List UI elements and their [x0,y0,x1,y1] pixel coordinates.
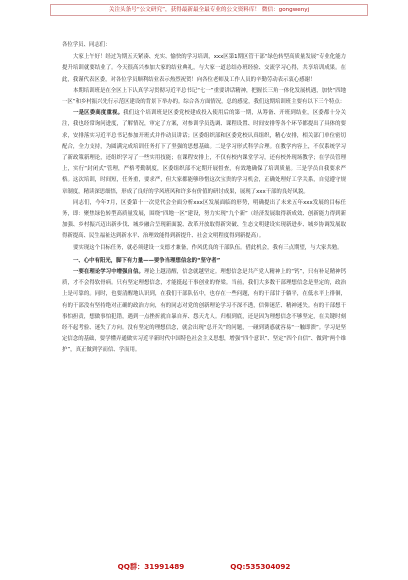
paragraph-goals [62,198,346,243]
paragraph-expectations [62,243,346,254]
paragraph-text: 同志们，今年7月，区委第十一次党代会全面分析xxx区发展面临的形势，明确提出了未来五年xxx发展的目标任务，即：聚焦绿色转型高质量发展，围绕“四地一区”建设，努力实现“九个新”（经济发展取得新成效、创新能力得到新加强、乡村振兴迈出新步伐、城乡融合呈现新面貌、改革开放取得新突破、生态文明建设实现新进步、城乡协调发展取得新提高、民生福祉达到新水平、治理效能得到新提升、社会文明程度得到新提高）。 [62,199,346,240]
paragraph-text: 本期培训班是在全区上下认真学习贯彻习近平总书记“七一”重要讲话精神，把握长三角一体化发展机遇，加快“四地一区”和乡村振兴先行示范区建设的背景下举办的。综合各方面情况，总的感觉，我们这期培训班主要有以下三个特点： [62,87,346,106]
paragraph-features [62,108,346,198]
qq-group-text: QQ群：31991489 [117,562,185,571]
paragraph-section-1 [62,267,346,357]
paragraph-text: 大家上午好！经过为期五天紧凑、充实、愉快的学习培训，xxx区第1期区管干部“绿色转型高质量发展”专业化能力提升培训就要结业了。今天很高兴参加大家的结业典礼，与大家一道总结办班经验、交流学习心得，共享培训成果。在此，我谨代表区委，对各位学员顺利结业表示热烈祝贺！向各位老师及工作人员的辛勤劳动表示衷心感谢！ [62,54,346,83]
paragraph-text: 要实现这个目标任务，就必须建设一支德才兼备，作风优良的干部队伍。借此机会，我有三点期望，与大家共勉。 [73,244,343,251]
footer-contact [0,562,408,572]
header-banner: 关注头条号“公文研究”，获得最新最全最专业的公文资料库！ 微信：gongwenyj [50,4,368,16]
section-title: 一、心中有阳光，脚下有力量——要争当理想信念的“坚守者” [73,257,221,264]
greeting: 各位学员、同志们： [62,42,111,48]
paragraph-lead: 一是区委高度重视。 [73,110,124,117]
paragraph-text: 我们这个培训班是区委党校建成投入使用后的第一期，从筹备、开班到结业，区委都十分关注，我也经常询问进度，了解情况，审定了方案，对参训学员选调、课程设置、时间安排等各个环节都提出了具体的要求，安排落实习近平总书记参加开班式并作动员讲话；区委组织部和区委党校认真组织，精心安排，相关部门单位密切配合，全力支持，为圆满完成培训任务打下了坚强的思想基础。二是学习形式科学合理。在教学内容上，不仅系统学习了新政策新理论，还组织学习了一些实用技能；在课程安排上，不仅有校内课堂学习，还有校外现场教学；在学员管理上，实行“封闭式”管理，严格考勤制度，区委组织部不定期开展督查，有效地确保了培训质量。三是学员自我要求严格。这次培训，时间短，任务重，要求严，但大家都能够珍惜这次宝贵的学习机会，正确处理好工学关系，自觉遵守规章制度，精读深思细悟，形成了良好的学风班风和许多有价值的研讨成果，展现了xxx干部的良好风貌。 [62,110,346,195]
qq-text: QQ:535304092 [230,562,291,571]
document-body [62,40,346,357]
paragraph-text: 理论上越清醒，信念就越坚定。理想信念是共产党人精神上的“钙”，只有补足精神钙质，才不会得软骨病。只有坚定理想信念，才能挺起干事创业的脊梁。当前，我们大多数干部理想信念是坚定的，政治上是可靠的。同时，也要清醒地认识到，在我们干部队伍中，也存在一些问题，有的干部甘于躺平，在低水平上徘徊，有的干部没有坚持绝对正确的政治方向，有的同志对党的创新理论学习不深不透，信仰迷茫、精神迷失。有的干部想干事怕担责，想做事怕犯错，遇到一点挫折就自暴自弃、怨天尤人。归根到底，还是因为理想信念不够坚定，在关键时刻经不起考验、迷失了方向。没有坚定的理想信念，就会出现“总开关”的问题，一碰到诱惑就容易“一触即溃”。学习是坚定信念的基础，要学懂弄通做实习近平新时代中国特色社会主义思想，增强“四个意识”、坚定“四个自信”、做到“两个维护”，真正做到学而信、学而用。 [62,269,346,354]
paragraph-lead: 一要在理论学习中增强自信。 [73,269,144,276]
paragraph-background [62,86,346,108]
paragraph-opening [62,52,346,86]
